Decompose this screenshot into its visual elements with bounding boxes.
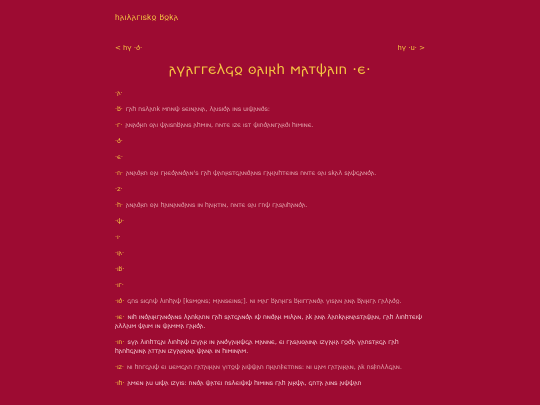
verse-number: ·𐌰· [115, 89, 123, 97]
verse-number: ·𐌹𐌴· [115, 313, 125, 321]
chapter-title: 𐌰𐍅𐌰𐌲𐌲𐌴𐌻𐌾𐍉 𐍈𐌰𐌹𐍂𐌷 𐌼𐌰𐍄𐌸𐌰𐌹𐌿 ·𐌴· [168, 62, 372, 78]
verse [115, 379, 425, 388]
verse-text: 𐌽𐌹𐌷 𐌹𐌽𐌳𐌰𐌹𐍂𐌲𐌰𐌽𐌳𐌰𐌽𐍃 𐌻𐌰𐌿𐌺𐌰𐌿𐌽 𐌲𐌰𐌷 𐍃𐌰𐍄𐌾𐌰𐌽𐌳𐌰 𐌹𐌸 𐌿𐌽𐌳𐌰𐍂 𐌼𐌹𐌻𐌰𐌽, 𐌰𐌺 𐌰𐌽𐌰 𐌻𐌰𐌿𐌺𐌰𐍂𐌽𐌰𐍃𐍄𐌰𐌸𐌰𐌽, 𐌲𐌰𐌷 𐌻𐌹𐌿𐌷𐍄𐌴𐌹𐌸 𐌰𐌻𐌻𐌰𐌹𐌼 𐌸𐌰𐌹𐌼 𐌹𐌽 𐌸𐌰𐌼𐌼𐌰 𐌲𐌰𐍂𐌳𐌰. [115, 313, 423, 330]
verse-text: 𐌾𐌿𐍃 𐍃𐌹𐌾𐌿𐌸 𐌻𐌹𐌿𐌷𐌰𐌸 [𐌺𐍃𐌼𐍉𐌽𐍃; 𐌼𐌰𐌽𐍃𐌴𐌹𐌽𐍃;]. 𐌽𐌹 𐌼𐌰𐌲 𐌱𐌰𐌿𐍂𐌲𐍃 𐌱𐍂𐌹𐌲𐌲𐌰𐌽𐌳𐌰 𐍅𐌹𐍃𐌰𐌽 𐌰𐌽𐌰 𐌱𐌰𐌹𐍂𐌲𐌰 𐌲𐌰𐌻𐌰𐌳𐍉. [127, 297, 402, 305]
prev-chapter-link[interactable]: < 𐌷𐍅 ·𐌳· [115, 44, 143, 52]
verse [115, 137, 425, 146]
verse-number: ·𐌹· [115, 233, 121, 241]
verse [115, 265, 425, 274]
verse-number: ·𐌹𐌰· [115, 249, 125, 257]
verse-text: 𐌰𐌽𐌰𐌳𐍂𐌿 𐍈𐌰𐌹 𐌸𐌰𐌹𐍃𐌿𐌱𐌰𐌽𐍃 𐌰𐌷𐌼𐌹𐌽, 𐌿𐌽𐍄𐌴 𐌹𐌶𐌴 𐌹𐍃𐍄 𐌸𐌹𐌿𐌳𐌰𐌽𐌲𐌰𐍂𐌳𐌹 𐌷𐌹𐌼𐌹𐌽𐌴. [125, 121, 314, 129]
next-chapter-link[interactable]: 𐌷𐍅 ·𐌵· > [397, 44, 425, 52]
verse-number: ·𐌷· [115, 201, 123, 209]
verse-number: ·𐌹𐌶· [115, 363, 124, 371]
verse [115, 281, 425, 290]
verse-text: 𐌽𐌹 𐌷𐌿𐌲𐌾𐌰𐌹𐌸 𐌴𐌹 𐌵𐌴𐌼𐌾𐌰𐌿 𐌲𐌰𐍄𐌰𐌹𐍂𐌰𐌽 𐍅𐌹𐍄𐍉𐌸 𐌰𐌹𐌸𐌸𐌰𐌿 𐍀𐍂𐌰𐌿𐍆𐌴𐍄𐌿𐌽𐍃: 𐌽𐌹 𐌵𐌰𐌼 𐌲𐌰𐍄𐌰𐌹𐍂𐌰𐌽, 𐌰𐌺 𐌿𐍃𐍆𐌿𐌻𐌻𐌾𐌰𐌽. [127, 363, 402, 371]
verse-number: ·𐌹𐌳· [115, 297, 125, 305]
verse [115, 363, 425, 372]
verse-number: ·𐌳· [115, 137, 123, 145]
verse-number: ·𐌲· [115, 121, 123, 129]
verse [115, 121, 425, 130]
verse [115, 297, 425, 306]
verse-list [115, 89, 425, 395]
verse [115, 313, 425, 331]
verse [115, 201, 425, 210]
site-title[interactable]: 𐌷𐌰𐌹𐌻𐌰𐌲𐌹𐍃𐌺𐍉 𐌱𐍉𐌺𐌰 [115, 13, 179, 22]
verse [115, 153, 425, 162]
verse-number: ·𐌶· [115, 185, 123, 193]
verse-text: 𐍃𐍅𐌰 𐌻𐌹𐌿𐌷𐍄𐌾𐌰𐌹 𐌻𐌹𐌿𐌷𐌰𐌸 𐌹𐌶𐍅𐌰𐍂 𐌹𐌽 𐌰𐌽𐌳𐍅𐌰𐌹𐍂𐌸𐌾𐌰 𐌼𐌰𐌽𐌽𐌴, 𐌴𐌹 𐌲𐌰𐍃𐌰𐌹𐍈𐌰𐌹𐌽𐌰 𐌹𐌶𐍅𐌰𐍂𐌰 𐌲𐍉𐌳𐌰 𐍅𐌰𐌿𐍃𐍄𐍂𐌾𐌰 𐌲𐌰𐌷 𐌷𐌰𐌿𐌷𐌾𐌰𐌹𐌽𐌰 𐌰𐍄𐍄𐌰𐌽 𐌹𐌶𐍅𐌰𐍂𐌰𐌽𐌰 𐌸𐌰𐌽𐌰 𐌹𐌽 𐌷𐌹𐌼𐌹𐌽𐌰𐌼. [115, 338, 399, 355]
verse [115, 105, 425, 114]
verse [115, 249, 425, 258]
verse-text: 𐌰𐌼𐌴𐌽 𐌰𐌵 𐌵𐌹𐌸𐌰 𐌹𐌶𐍅𐌹𐍃: 𐌿𐌽𐌳𐌰 𐌸𐌰𐍄𐌴𐌹 𐌿𐍃𐌻𐌴𐌹𐌸𐌹𐌸 𐌷𐌹𐌼𐌹𐌽𐍃 𐌲𐌰𐌷 𐌰𐌹𐍂𐌸𐌰, 𐌾𐌿𐍄𐌰 𐌰𐌹𐌽𐍃 𐌰𐌹𐌸𐌸𐌰𐌿 [127, 379, 362, 387]
verse-number: ·𐌹𐌷· [115, 379, 125, 387]
verse-number: ·𐌴· [115, 153, 123, 161]
verse-text: 𐌰𐌽𐌰𐌳𐍂𐌿 𐍈𐌰𐌹 𐌷𐌰𐌹𐌽𐌰𐌽𐌳𐌰𐌽𐍃 𐌹𐌽 𐌷𐌰𐌹𐍂𐍄𐌹𐌽, 𐌿𐌽𐍄𐌴 𐍈𐌰𐌹 𐌲𐌿𐌸 𐌲𐌰𐍃𐌰𐌹𐌷𐌰𐌽𐌳𐌰. [125, 201, 308, 209]
verse-number: ·𐌹𐌱· [115, 265, 125, 273]
verse [115, 89, 425, 98]
verse [115, 233, 425, 242]
verse [115, 169, 425, 178]
verse-number: ·𐌸· [115, 217, 125, 225]
verse-number: ·𐌹𐌲· [115, 281, 124, 289]
verse-number: ·𐌿· [115, 169, 123, 177]
verse-text: 𐌲𐌰𐌷 𐌿𐍃𐌻𐌰𐌿𐌺 𐌼𐌿𐌽𐌸 𐍃𐌴𐌹𐌽𐌰𐌽𐌰, 𐌻𐌰𐌹𐍃𐌹𐌳𐌰 𐌹𐌽𐍃 𐌵𐌹𐌸𐌰𐌽𐌳𐍃: [125, 105, 270, 113]
verse [115, 217, 425, 226]
verse-text: 𐌰𐌽𐌰𐌳𐍂𐌿 𐍈𐌰𐌹 𐌲𐍂𐌴𐌳𐌰𐌽𐌳𐌰𐌽'𐍃 𐌲𐌰𐌷 𐌸𐌰𐌿𐍂𐍃𐍄𐌾𐌰𐌽𐌳𐌰𐌽𐍃 𐌲𐌰𐍂𐌰𐌹𐌷𐍄𐌴𐌹𐌽𐍃 𐌿𐌽𐍄𐌴 𐍈𐌰𐌹 𐍃𐌺𐌰𐌻 𐍃𐌰𐌸𐌾𐌰𐌽𐌳𐌰. [125, 169, 377, 177]
verse [115, 338, 425, 356]
verse [115, 185, 425, 194]
verse-number: ·𐌹𐌿· [115, 338, 125, 346]
verse-number: ·𐌱· [115, 105, 123, 113]
